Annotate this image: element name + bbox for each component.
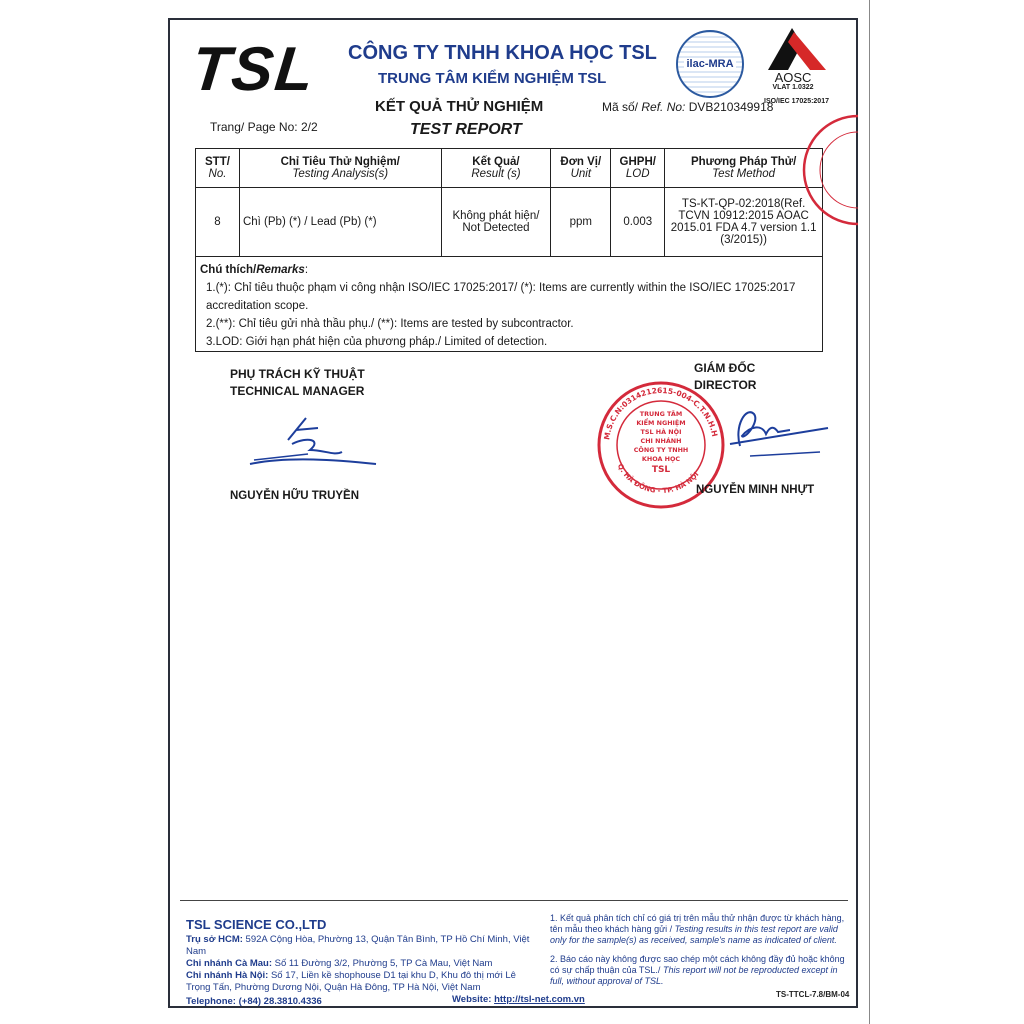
footer-note-1: 1. Kết quả phân tích chỉ có giá trị trên mẫu thử nhận được từ khách hàng, tên mẫu theo khách hàng gửi / Testing results in this test report are valid only for the sample(s) as received, sample's name as indicated of client. xyxy=(550,913,845,945)
director-signature xyxy=(670,396,830,466)
footer-phone: Telephone: (+84) 28.3810.4336 xyxy=(186,996,322,1007)
results-table xyxy=(195,148,823,257)
page-edge-line xyxy=(869,0,870,1024)
technical-manager-signature xyxy=(248,410,378,470)
remarks-heading: Chú thích/Remarks: xyxy=(200,264,309,276)
footer-camau-address: Chi nhánh Cà Mau: Số 11 Đường 3/2, Phường 5, TP Cà Mau, Việt Nam xyxy=(186,958,493,969)
stamp-line: TSL HÀ NỘI xyxy=(640,428,682,436)
col-header-result: Kết Quả/ Result (s) xyxy=(441,149,551,188)
footer-note-2: 2. Báo cáo này không được sao chép một cách không đầy đủ hoặc không có sự chấp thuận của TSL./ This report will not be reproducted except in full, without approval of TSL. xyxy=(550,954,845,986)
tsl-logo: TSL xyxy=(188,35,319,104)
footer-website: Website: http://tsl-net.com.vn xyxy=(452,994,585,1005)
table-header-row xyxy=(196,149,823,188)
stamp-ring-text: M.S.C.N:0314212615-004-C.T.N.H.H xyxy=(602,385,720,441)
page-number: Trang/ Page No: 2/2 xyxy=(210,120,318,134)
stamp-line: TSL xyxy=(651,465,671,475)
cell-result: Không phát hiện/ Not Detected xyxy=(441,188,551,257)
report-title-en: TEST REPORT xyxy=(410,121,522,138)
center-name: TRUNG TÂM KIỂM NGHIỆM TSL xyxy=(378,70,607,87)
remark-item: 2.(**): Chỉ tiêu gửi nhà thầu phụ./ (**): Items are tested by subcontractor. xyxy=(206,318,574,330)
website-link[interactable]: http://tsl-net.com.vn xyxy=(494,994,585,1005)
table-row xyxy=(196,188,823,257)
stamp-bottom-text: Q. HÀ ĐÔNG - TP. HÀ NỘI xyxy=(615,462,701,496)
col-header-method: Phương Pháp Thử/ Test Method xyxy=(665,149,823,188)
stamp-line: KHOA HỌC xyxy=(641,455,681,463)
form-code: TS-TTCL-7.8/BM-04 xyxy=(776,990,850,999)
footer-company: TSL SCIENCE CO.,LTD xyxy=(186,917,327,932)
col-header-analysis: Chỉ Tiêu Thử Nghiệm/ Testing Analysis(s) xyxy=(239,149,441,188)
aosc-logo: AOSC VLAT 1.0322 ISO/IEC 17025:2017 xyxy=(758,26,828,106)
cell-no: 8 xyxy=(196,188,240,257)
stamp-line: KIỂM NGHIỆM xyxy=(636,419,686,427)
footer-divider xyxy=(180,900,848,901)
remark-item: 1.(*): Chỉ tiêu thuộc phạm vi công nhận ISO/IEC 17025:2017/ (*): Items are currently within the ISO/IEC 17025:2017 accreditation scope. xyxy=(206,282,796,312)
reference-number: Mã số/ Ref. No: DVB210349918 xyxy=(602,100,774,114)
col-header-no: STT/ No. xyxy=(196,149,240,188)
remark-item: 3.LOD: Giới hạn phát hiện của phương pháp./ Limited of detection. xyxy=(206,336,548,348)
technical-manager-name: NGUYỄN HỮU TRUYỀN xyxy=(230,490,360,502)
company-name: CÔNG TY TNHH KHOA HỌC TSL xyxy=(348,42,657,64)
col-header-unit: Đơn Vị/ Unit xyxy=(551,149,611,188)
cell-analysis: Chì (Pb) (*) / Lead (Pb) (*) xyxy=(239,188,441,257)
cell-method: TS-KT-QP-02:2018(Ref. TCVN 10912:2015 AOAC 2015.01 FDA 4.7 version 1.1 (3/2015)) xyxy=(665,188,823,257)
stamp-line: CHI NHÁNH xyxy=(640,437,682,445)
stamp-line: CÔNG TY TNHH xyxy=(633,446,689,454)
reference-value: DVB210349918 xyxy=(688,100,774,114)
footer-hanoi-address: Chi nhánh Hà Nội: Số 17, Liền kề shophouse D1 tại khu D, Khu đô thị mới Lê Trọng Tấn, Phường Dương Nội, Quận Hà Đông, TP Hà Nội, Việt Nam xyxy=(186,970,516,993)
cell-lod: 0.003 xyxy=(611,188,665,257)
test-report-page xyxy=(168,18,858,1008)
stamp-line: TRUNG TÂM xyxy=(639,410,683,418)
cell-unit: ppm xyxy=(551,188,611,257)
director-name: NGUYỄN MINH NHỰT xyxy=(696,484,815,496)
col-header-lod: GHPH/ LOD xyxy=(611,149,665,188)
partial-stamp xyxy=(792,110,858,230)
technical-manager-title: PHỤ TRÁCH KỸ THUẬT TECHNICAL MANAGER xyxy=(230,367,365,398)
footer-hcm-address: Trụ sở HCM: 592A Cộng Hòa, Phường 13, Quận Tân Bình, TP Hồ Chí Minh, Việt Nam xyxy=(186,934,530,957)
aosc-mark-icon xyxy=(758,26,828,72)
remarks-box xyxy=(195,256,823,352)
ilac-mra-logo: ilac-MRA xyxy=(676,30,744,98)
director-title: GIÁM ĐỐC DIRECTOR xyxy=(694,361,757,392)
report-title-vn: KẾT QUẢ THỬ NGHIỆM xyxy=(375,98,544,115)
